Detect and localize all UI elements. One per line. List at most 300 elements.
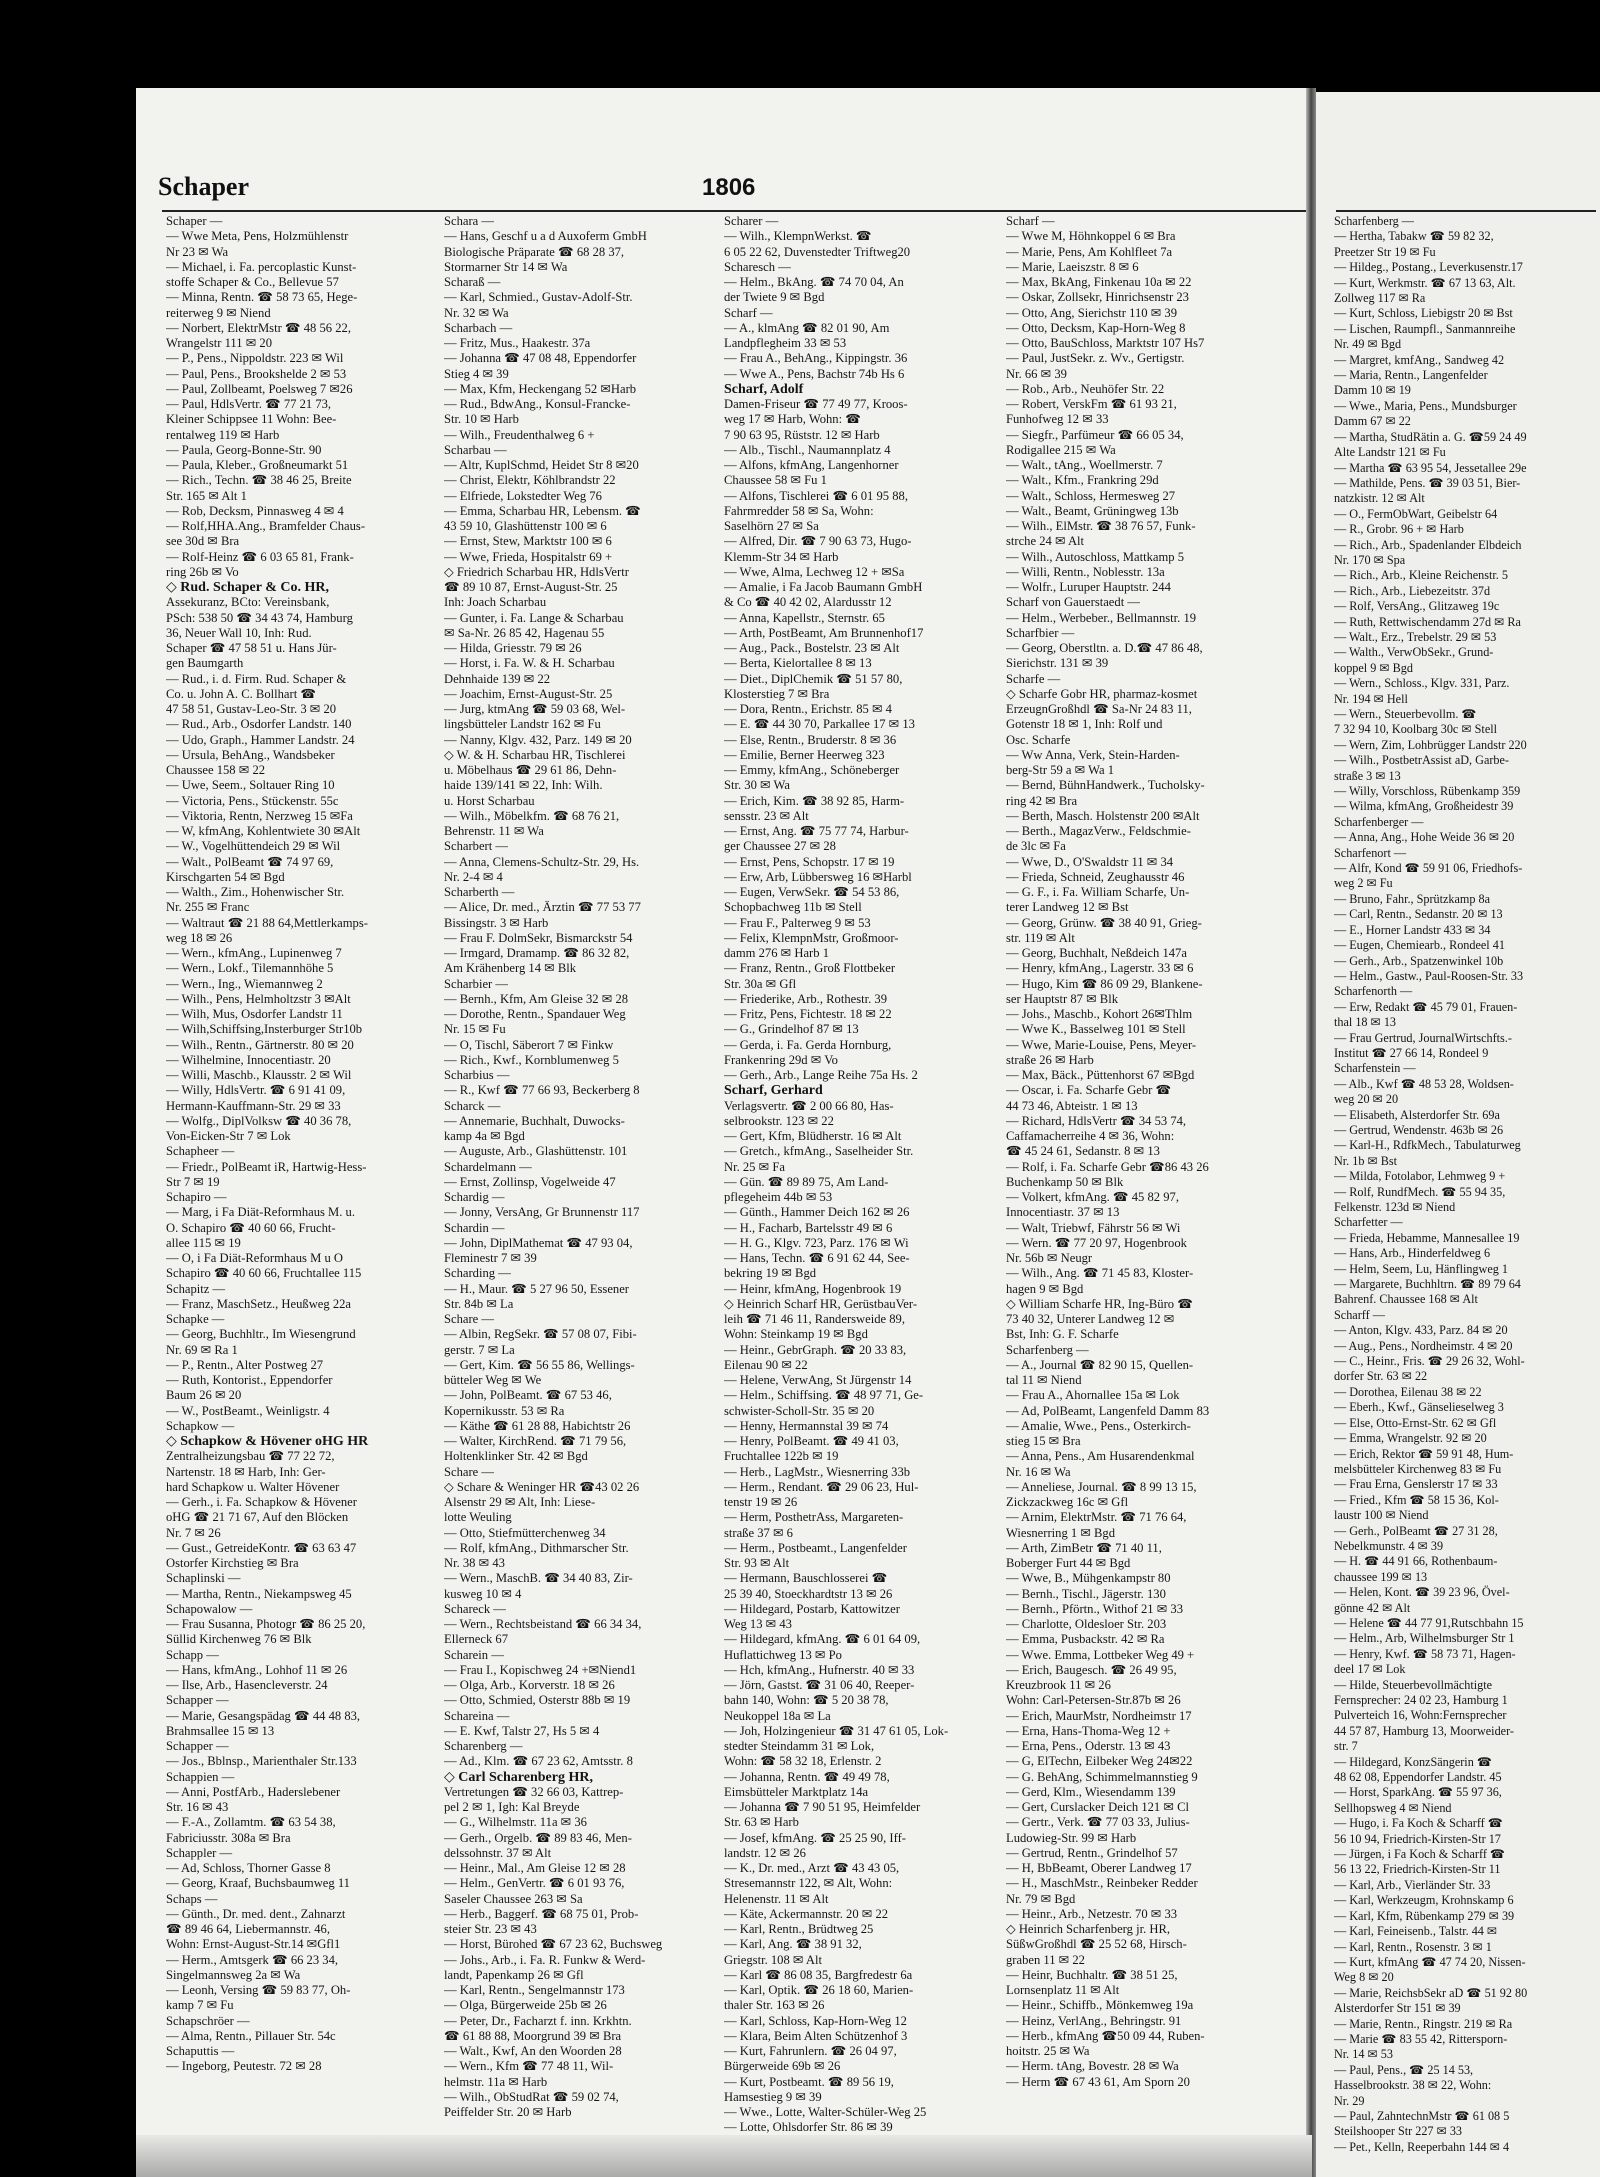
directory-entry: — Walth., VerwObSekr., Grund- — [1334, 645, 1494, 660]
directory-entry: Hasselbrookstr. 38 ✉ 22, Wohn: — [1334, 2078, 1492, 2093]
directory-entry: — Heinr., Mal., Am Gleise 12 ✉ 28 — [444, 1861, 626, 1875]
directory-entry: — Norbert, ElektrMstr ☎ 48 56 22, — [166, 320, 351, 335]
directory-entry: Chaussee 58 ✉ Fu 1 — [724, 473, 827, 488]
directory-entry: Fernsprecher: 24 02 23, Hamburg 1 — [1334, 1693, 1508, 1707]
directory-entry: Fruchtallee 122b ✉ 19 — [724, 1449, 839, 1464]
directory-entry: — Georg, Buchhltr., Im Wiesengrund — [166, 1327, 356, 1342]
directory-entry: — Wilh, Mus, Osdorfer Landstr 11 — [166, 1007, 343, 1021]
directory-entry: — Walt, Triebwf, Fährstr 56 ✉ Wi — [1006, 1220, 1181, 1235]
directory-entry: — Anton, Klgv. 433, Parz. 84 ✉ 20 — [1334, 1323, 1508, 1338]
directory-entry: — Georg, Oberstltn. a. D.☎ 47 86 48, — [1006, 641, 1203, 655]
directory-entry: Scharbach — — [444, 320, 513, 335]
directory-entry: Nr. 170 ✉ Spa — [1334, 552, 1406, 567]
directory-entry: — Wern., Kfm ☎ 77 48 11, Wil- — [444, 2059, 614, 2074]
directory-entry: Scharaß — — [444, 275, 501, 289]
directory-entry: — Herm., Amtsgerk ☎ 66 23 34, — [166, 1952, 339, 1967]
directory-entry: — Klara, Beim Alten Schützenhof 3 — [724, 2028, 908, 2043]
directory-entry: — A., Journal ☎ 82 90 15, Quellen- — [1006, 1357, 1194, 1372]
directory-entry: — Marie, ReichsbSekr aD ☎ 51 92 80 — [1334, 1985, 1528, 2000]
directory-entry: Klosterstieg 7 ✉ Bra — [724, 686, 830, 701]
directory-entry: — Günth., Dr. med. dent., Zahnarzt — [166, 1906, 346, 1921]
directory-entry: — Wern., Ing., Wiemannweg 2 — [166, 976, 323, 991]
directory-entry: — Herm., Postbeamt., Langenfelder — [724, 1540, 907, 1555]
directory-entry: — Wilh., PostbetrAssist aD, Garbe- — [1334, 753, 1509, 768]
directory-entry: — Paul, Pens., Brookshelde 2 ✉ 53 — [166, 366, 347, 381]
directory-entry: — Horst, i. Fa. W. & H. Scharbau — [444, 656, 615, 671]
directory-entry: — Wern. ☎ 77 20 97, Hogenbrook — [1006, 1235, 1187, 1250]
directory-entry: — Johanna ☎ 47 08 48, Eppendorfer — [444, 351, 637, 366]
directory-entry: Stresemannstr 122, ✉ Alt, Wohn: — [724, 1876, 893, 1891]
directory-entry: ◇ Schapkow & Hövener oHG HR — [166, 1434, 369, 1449]
directory-entry: — Friedr., PolBeamt iR, Hartwig-Hess- — [166, 1159, 367, 1174]
directory-entry: Steilshooper Str 227 ✉ 33 — [1334, 2124, 1463, 2139]
directory-entry: — Olga, Bürgerweide 25b ✉ 26 — [444, 1998, 607, 2013]
directory-entry: — Paul, JustSekr. z. Wv., Gertigstr. — [1006, 351, 1185, 366]
directory-entry: Nebelkmunstr. 4 ✉ 39 — [1334, 1538, 1444, 1553]
directory-entry: — Heinr., Schiffb., Mönkemweg 19a — [1006, 1998, 1194, 2013]
directory-entry: weg 20 ✉ 20 — [1334, 1092, 1399, 1107]
directory-entry: — Arnim, ElektrMstr. ☎ 71 76 64, — [1006, 1510, 1187, 1525]
column-3 — [724, 214, 1002, 2136]
directory-entry: — Kurt, Schloss, Liebigstr 20 ✉ Bst — [1334, 306, 1513, 321]
directory-entry: — Rich., Arb., Liebezeitstr. 37d — [1334, 583, 1491, 598]
directory-entry: helmstr. 11a ✉ Harb — [444, 2074, 548, 2089]
directory-entry: SüßwGroßhdl ☎ 25 52 68, Hirsch- — [1006, 1937, 1187, 1952]
directory-entry: Scharenberg — — [444, 1739, 523, 1753]
column-4 — [1006, 214, 1300, 2090]
directory-entry: Kopernikusstr. 53 ✉ Ra — [444, 1403, 565, 1418]
directory-entry: Huflattichweg 13 ✉ Po — [724, 1647, 842, 1662]
directory-entry: — Henry, Kwf. ☎ 58 73 71, Hagen- — [1334, 1646, 1516, 1661]
directory-entry: — Wern., Schloss., Klgv. 331, Parz. — [1334, 676, 1510, 691]
directory-entry: ☎ 89 46 64, Liebermannstr. 46, — [166, 1922, 330, 1936]
directory-entry: Nr. 38 ✉ 43 — [444, 1556, 505, 1570]
directory-entry: Schapiro ☎ 40 60 66, Fruchtallee 115 — [166, 1266, 362, 1281]
directory-entry: ◇ Carl Scharenberg HR, — [444, 1769, 593, 1785]
directory-entry: — Anna, Kapellstr., Sternstr. 65 — [724, 610, 885, 625]
directory-entry: — Helm., Werbeber., Bellmannstr. 19 — [1006, 610, 1197, 625]
directory-entry: — Wwe, D., O'Swaldstr 11 ✉ 34 — [1006, 854, 1174, 869]
directory-entry: — H., MaschMstr., Reinbeker Redder — [1006, 1876, 1198, 1891]
directory-entry: — G., Wilhelmstr. 11a ✉ 36 — [444, 1815, 587, 1830]
directory-entry: — Wwe. Emma, Lottbeker Weg 49 + — [1006, 1647, 1195, 1662]
directory-entry: Caffamacherreihe 4 ✉ 36, Wohn: — [1006, 1129, 1175, 1143]
directory-entry: Singelmannsweg 2a ✉ Wa — [166, 1967, 301, 1982]
directory-entry: Wohn: Steinkamp 19 ✉ Bgd — [724, 1327, 868, 1342]
directory-entry: sensstr. 23 ✉ Alt — [724, 808, 809, 823]
directory-entry: ◇ Heinrich Scharfenberg jr. HR, — [1006, 1922, 1171, 1936]
directory-entry: — Kurt, Werkmstr. ☎ 67 13 63, Alt. — [1334, 275, 1516, 290]
directory-entry: — Annemarie, Buchhalt, Duwocks- — [444, 1113, 625, 1128]
directory-entry: reiterweg 9 ✉ Niend — [166, 305, 271, 320]
directory-entry: — O, Tischl, Säberort 7 ✉ Finkw — [444, 1037, 614, 1052]
directory-entry: — Wwe Meta, Pens, Holzmühlenstr — [166, 229, 349, 244]
directory-entry: — Frau I., Kopischweg 24 +✉Niend1 — [444, 1662, 637, 1677]
column-2 — [444, 214, 722, 2120]
directory-entry: — Frieda, Schneid, Zeughausstr 46 — [1006, 869, 1185, 884]
directory-entry: Str. 93 ✉ Alt — [724, 1556, 790, 1570]
directory-entry: Schaps — — [166, 1891, 218, 1906]
directory-entry: Kirschgarten 54 ✉ Bgd — [166, 869, 285, 884]
directory-entry: — Elfriede, Lokstedter Weg 76 — [444, 488, 602, 503]
directory-entry: see 30d ✉ Bra — [166, 534, 240, 549]
directory-entry: 7 90 63 95, Rüststr. 12 ✉ Harb — [724, 427, 880, 442]
directory-entry: Neukoppel 18a ✉ La — [724, 1708, 831, 1723]
directory-entry: — Irmgard, Dramamp. ☎ 86 32 82, — [444, 946, 630, 960]
directory-entry: — Rud., Arb., Osdorfer Landstr. 140 — [166, 717, 352, 732]
directory-entry: — Wilma, kfmAng, Großheidestr 39 — [1334, 799, 1514, 814]
directory-entry: — Wwe, Marie-Louise, Pens, Meyer- — [1006, 1037, 1197, 1052]
directory-entry: Scharf von Gauerstaedt — — [1006, 595, 1140, 610]
directory-entry: — Jonny, VersAng, Gr Brunnenstr 117 — [444, 1205, 640, 1220]
directory-entry: — Max, BkAng, Finkenau 10a ✉ 22 — [1006, 275, 1192, 289]
directory-entry: — Arth, PostBeamt, Am Brunnenhof17 — [724, 625, 924, 640]
directory-entry: — Herm., Rendant. ☎ 29 06 23, Hul- — [724, 1479, 919, 1494]
directory-entry: — Hilda, Griesstr. 79 ✉ 26 — [444, 641, 582, 655]
directory-entry: — Margret, kmfAng., Sandweg 42 — [1334, 352, 1505, 367]
directory-entry: pel 2 ✉ 1, Igh: Kal Breyde — [444, 1800, 580, 1814]
directory-entry: — Dorothea, Eilenau 38 ✉ 22 — [1334, 1384, 1482, 1399]
directory-entry: — Rolf, i. Fa. Scharfe Gebr ☎86 43 26 — [1006, 1159, 1209, 1174]
directory-entry: Scharfenorth — — [1334, 984, 1413, 999]
directory-entry: Schareina — — [444, 1708, 510, 1723]
directory-entry: — Jurg, ktmAng ☎ 59 03 68, Wel- — [444, 702, 626, 716]
directory-entry: — Gerh., Arb., Spatzenwinkel 10b — [1334, 953, 1504, 968]
directory-entry: leih ☎ 71 46 11, Randersweide 89, — [724, 1312, 906, 1326]
directory-entry: — Helene, VerwAng, St Jürgenstr 14 — [724, 1373, 912, 1387]
directory-entry: Schappien — — [166, 1769, 235, 1784]
directory-entry: — Rich., Arb., Spadenlander Elbdeich — [1334, 537, 1522, 552]
directory-entry: — Margarete, Buchhltrn. ☎ 89 79 64 — [1334, 1277, 1521, 1292]
directory-entry: — Anna, Ang., Hohe Weide 36 ✉ 20 — [1334, 830, 1515, 845]
directory-entry: Scharbert — — [444, 839, 508, 854]
directory-entry: Schaper — — [166, 214, 223, 228]
directory-entry: Biologische Präparate ☎ 68 28 37, — [444, 244, 625, 259]
directory-entry: — Walt., Beamt, Grüningweg 13b — [1006, 503, 1179, 518]
directory-entry: — Karl, Werkzeugm, Krohnskamp 6 — [1334, 1893, 1514, 1908]
directory-entry: tal 11 ✉ Niend — [1006, 1373, 1082, 1387]
directory-entry: Scharbier — — [444, 976, 508, 991]
directory-entry: — Lotte, Ohlsdorfer Str. 86 ✉ 39 — [724, 2120, 893, 2135]
directory-entry: Damm 67 ✉ 22 — [1334, 414, 1411, 429]
directory-entry: — Gertrud, Wendenstr. 463b ✉ 26 — [1334, 1122, 1504, 1137]
directory-entry: Scharff — — [1334, 1307, 1385, 1322]
directory-entry: — Erich, MaurMstr, Nordheimstr 17 — [1006, 1708, 1192, 1723]
directory-entry: ring 42 ✉ Bra — [1006, 793, 1078, 808]
directory-entry: Scharberth — — [444, 885, 515, 899]
directory-entry: — Lischen, Raumpfl., Sanmannreihe — [1334, 321, 1516, 336]
directory-entry: — Frau Gertrud, JournalWirtschfts.- — [1334, 1030, 1512, 1045]
directory-entry: stieg 15 ✉ Bra — [1006, 1434, 1081, 1448]
directory-entry: — Alfr, Kond ☎ 59 91 06, Friedhofs- — [1334, 861, 1523, 876]
directory-entry: — H. G., Klgv. 723, Parz. 176 ✉ Wi — [724, 1235, 909, 1250]
directory-entry: — Bruno, Fahr., Sprützkamp 8a — [1334, 891, 1491, 906]
directory-entry: — Robert, VerskFm ☎ 61 93 21, — [1006, 397, 1177, 411]
directory-entry: — Gert, Kfm, Blüdherstr. 16 ✉ Alt — [724, 1129, 902, 1143]
directory-entry: — Max, Bäck., Püttenhorst 67 ✉Bgd — [1006, 1068, 1195, 1082]
directory-entry: Scharfenberg — — [1006, 1342, 1089, 1357]
directory-entry: — Wilh,Schiffsing,Insterburger Str10b — [166, 1022, 363, 1037]
directory-entry: — Martha ☎ 63 95 54, Jessetallee 29e — [1334, 460, 1527, 475]
directory-entry: — Maria, Rentn., Langenfelder — [1334, 368, 1488, 383]
directory-entry: — Heinz, VerlAng., Behringstr. 91 — [1006, 2013, 1182, 2028]
directory-entry: Baum 26 ✉ 20 — [166, 1388, 242, 1403]
directory-entry: Hermann-Kauffmann-Str. 29 ✉ 33 — [166, 1098, 341, 1113]
directory-entry: — Erich, Rektor ☎ 59 91 48, Hum- — [1334, 1446, 1514, 1461]
directory-entry: — Emilie, Berner Heerweg 323 — [724, 747, 885, 762]
directory-entry: — Karl, Feineisenb., Talstr. 44 ✉ — [1334, 1924, 1498, 1939]
directory-entry: — E., Horner Landstr 433 ✉ 34 — [1334, 922, 1491, 937]
directory-entry: u. Horst Scharbau — [444, 793, 535, 808]
directory-entry: — Anna, Clemens-Schultz-Str. 29, Hs. — [444, 854, 640, 869]
directory-entry: Weg 8 ✉ 20 — [1334, 1970, 1394, 1985]
directory-entry: Nr. 56b ✉ Neugr — [1006, 1251, 1093, 1265]
directory-entry: — Emma, Pusbackstr. 42 ✉ Ra — [1006, 1632, 1165, 1647]
directory-entry: Scharf — — [724, 305, 773, 320]
directory-entry: — A., klmAng ☎ 82 01 90, Am — [724, 320, 890, 335]
directory-entry: ◇ W. & H. Scharbau HR, Tischlerei — [444, 747, 626, 762]
directory-entry: Holtenklinker Str. 42 ✉ Bgd — [444, 1449, 588, 1464]
directory-entry: Landpflegheim 33 ✉ 53 — [724, 336, 847, 350]
directory-entry: — Johs., Maschb., Kohort 26✉Thlm — [1006, 1007, 1193, 1021]
directory-entry: Scharf, Adolf — [724, 381, 804, 397]
directory-entry: Scharck — — [444, 1098, 501, 1113]
directory-entry: — Erna, Hans-Thoma-Weg 12 + — [1006, 1723, 1171, 1738]
directory-entry: — Rich., Techn. ☎ 38 46 25, Breite — [166, 473, 352, 488]
directory-entry: — Kurt, Fahrunlern. ☎ 26 04 97, — [724, 2044, 897, 2058]
directory-entry: — F.-A., Zollamtm. ☎ 63 54 38, — [166, 1815, 336, 1830]
directory-entry: — Paul, HdlsVertr. ☎ 77 21 73, — [166, 397, 332, 411]
directory-entry: Bahrenf. Chaussee 168 ✉ Alt — [1334, 1292, 1478, 1307]
directory-entry: — Emmy, kfmAng., Schöneberger — [724, 763, 900, 777]
directory-entry: — Leonh, Versing ☎ 59 83 77, Oh- — [166, 1983, 351, 1997]
directory-entry: gönne 42 ✉ Alt — [1334, 1600, 1411, 1615]
directory-entry: Pulverteich 16, Wohn:Fernsprecher — [1334, 1708, 1507, 1723]
directory-entry: — Gerd, Klm., Wiesendamm 139 — [1006, 1784, 1176, 1799]
directory-entry: ErzeugnGroßhdl ☎ Sa-Nr 24 83 11, — [1006, 702, 1192, 716]
directory-entry: — Wwe, B., Mühgenkampstr 80 — [1006, 1571, 1171, 1586]
directory-entry: — Herb., LagMstr., Wiesnerring 33b — [724, 1464, 911, 1479]
directory-entry: straße 3 ✉ 13 — [1334, 768, 1401, 783]
directory-entry: kamp 7 ✉ Fu — [166, 1998, 234, 2013]
directory-entry: — Bernh., Tischl., Jägerstr. 130 — [1006, 1586, 1166, 1601]
directory-entry: Inh: Joach Scharbau — [444, 595, 547, 610]
directory-entry: der Twiete 9 ✉ Bgd — [724, 290, 825, 305]
directory-entry: bekring 19 ✉ Bgd — [724, 1266, 817, 1281]
directory-entry: — H. ☎ 44 91 66, Rothenbaum- — [1334, 1554, 1498, 1569]
directory-entry: — Walter, KirchRend. ☎ 71 79 56, — [444, 1434, 627, 1448]
directory-entry: — Rob, Decksm, Pinnasweg 4 ✉ 4 — [166, 503, 344, 518]
directory-entry: Damen-Friseur ☎ 77 49 77, Kroos- — [724, 397, 908, 411]
directory-entry: Schaplinski — — [166, 1571, 241, 1586]
directory-entry: — Rolf-Heinz ☎ 6 03 65 81, Frank- — [166, 549, 354, 564]
directory-entry: str. 119 ✉ Alt — [1006, 930, 1075, 945]
directory-entry: Schara — — [444, 214, 495, 228]
directory-entry: — Alma, Rentn., Pillauer Str. 54c — [166, 2028, 336, 2043]
directory-entry: — Carl, Rentn., Sedanstr. 20 ✉ 13 — [1334, 907, 1503, 922]
directory-entry: — Wilh., Ang. ☎ 71 45 83, Kloster- — [1006, 1266, 1194, 1281]
directory-entry: Nr 23 ✉ Wa — [166, 244, 229, 259]
directory-entry: — Oskar, Zollsekr, Hinrichsenstr 23 — [1006, 290, 1189, 305]
directory-entry: — Wilh., KlempnWerkst. ☎ — [724, 229, 872, 244]
directory-entry: — Wwe., Lotte, Walter-Schüler-Weg 25 — [724, 2105, 927, 2119]
directory-entry: gerstr. 7 ✉ La — [444, 1342, 515, 1357]
directory-entry: Alsenstr 29 ✉ Alt, Inh: Liese- — [444, 1495, 596, 1509]
directory-entry: Zickzackweg 16c ✉ Gfl — [1006, 1495, 1129, 1509]
directory-entry: Schare — — [444, 1464, 495, 1479]
directory-entry: Stieg 4 ✉ 39 — [444, 366, 509, 381]
directory-entry: — G., Grindelhof 87 ✉ 13 — [724, 1022, 859, 1037]
directory-entry: — Alfred, Dir. ☎ 7 90 63 73, Hugo- — [724, 534, 912, 549]
directory-entry: Str. 63 ✉ Harb — [724, 1815, 799, 1830]
directory-entry: — Peter, Dr., Facharzt f. inn. Krkhtn. — [444, 2013, 632, 2028]
directory-entry: — Walt., Schloss, Hermesweg 27 — [1006, 488, 1176, 503]
directory-entry: Nr. 79 ✉ Bgd — [1006, 1891, 1076, 1906]
directory-entry: — Georg, Kraaf, Buchsbaumweg 11 — [166, 1876, 350, 1891]
directory-entry: Zollweg 117 ✉ Ra — [1334, 291, 1426, 306]
directory-entry: — Emma, Scharbau HR, Lebensm. ☎ — [444, 503, 641, 518]
directory-entry: — Marie, Pens, Am Kohlfleet 7a — [1006, 244, 1173, 259]
directory-entry: — Wolfg., DiplVolksw ☎ 40 36 78, — [166, 1113, 352, 1128]
directory-entry: ger Chaussee 27 ✉ 28 — [724, 839, 836, 854]
directory-entry: Nr. 69 ✉ Ra 1 — [166, 1342, 238, 1357]
directory-entry: Süllid Kirchenweg 76 ✉ Blk — [166, 1632, 312, 1647]
directory-entry: Schapkow — — [166, 1418, 235, 1433]
directory-entry: — Alice, Dr. med., Ärztin ☎ 77 53 77 — [444, 900, 641, 915]
directory-entry: — Wilh., Autoschloss, Mattkamp 5 — [1006, 549, 1185, 564]
directory-entry: 47 58 51, Gustav-Leo-Str. 3 ✉ 20 — [166, 702, 337, 716]
directory-entry: — Karl, Schmied., Gustav-Adolf-Str. — [444, 290, 633, 305]
directory-entry: — Olga, Arb., Korverstr. 18 ✉ 26 — [444, 1678, 615, 1692]
directory-entry: Scharein — — [444, 1647, 504, 1662]
directory-entry: Schardig — — [444, 1190, 505, 1204]
directory-entry: Scharf, Gerhard — [724, 1083, 823, 1099]
directory-entry: Str. 165 ✉ Alt 1 — [166, 488, 247, 503]
directory-entry: Saseler Chaussee 263 ✉ Sa — [444, 1891, 583, 1906]
directory-entry: hagen 9 ✉ Bgd — [1006, 1281, 1084, 1296]
directory-entry: strche 24 ✉ Alt — [1006, 534, 1085, 549]
directory-entry: — Frieda, Hebamme, Mannesallee 19 — [1334, 1230, 1520, 1245]
directory-entry: — Frau A., BehAng., Kippingstr. 36 — [724, 351, 908, 366]
directory-entry: Nr. 49 ✉ Bgd — [1334, 337, 1402, 352]
directory-entry: Str. 30 ✉ Wa — [724, 778, 790, 793]
directory-entry: Alte Landstr 121 ✉ Fu — [1334, 445, 1446, 460]
directory-entry: — P., Pens., Nippoldstr. 223 ✉ Wil — [166, 351, 344, 366]
directory-entry: — Arth, ZimBetr ☎ 71 40 11, — [1006, 1540, 1162, 1555]
book-gutter — [1306, 88, 1316, 2177]
directory-entry: — Volkert, kfmAng. ☎ 45 82 97, — [1006, 1190, 1179, 1204]
directory-entry: Wohn: Ernst-August-Str.14 ✉Gfl1 — [166, 1937, 341, 1952]
directory-entry: — Karl, Kfm, Rübenkamp 279 ✉ 39 — [1334, 1908, 1515, 1923]
directory-entry: kusweg 10 ✉ 4 — [444, 1586, 522, 1601]
directory-entry: — Georg, Buchhalt, Neßdeich 147a — [1006, 946, 1187, 960]
directory-entry: dorfer Str. 63 ✉ 22 — [1334, 1369, 1428, 1384]
directory-entry: Saselhörn 27 ✉ Sa — [724, 519, 819, 533]
directory-entry: — Gust., GetreideKontr. ☎ 63 63 47 — [166, 1540, 357, 1555]
directory-entry: 44 73 46, Abteistr. 1 ✉ 13 — [1006, 1098, 1138, 1113]
facing-header-rule — [1336, 210, 1596, 212]
directory-entry: Scharfenort — — [1334, 845, 1407, 860]
directory-entry: Damm 10 ✉ 19 — [1334, 383, 1411, 398]
column-1 — [166, 214, 444, 2075]
directory-entry: damm 276 ✉ Harb 1 — [724, 946, 829, 960]
directory-entry: — Wern., Lokf., Tilemannhöhe 5 — [166, 961, 334, 976]
directory-entry: — Michael, i. Fa. percoplastic Kunst- — [166, 259, 357, 274]
directory-entry: — Henny, Hermannstal 39 ✉ 74 — [724, 1418, 889, 1433]
directory-entry: — Wilhelmine, Innocentiastr. 20 — [166, 1052, 331, 1067]
directory-entry: — W., PostBeamt., Weinligstr. 4 — [166, 1403, 330, 1418]
directory-entry: Scharding — — [444, 1266, 511, 1281]
directory-entry: Fahrmredder 58 ✉ Sa, Wohn: — [724, 503, 874, 518]
directory-entry: lotte Weuling — [444, 1510, 512, 1525]
directory-entry: — Viktoria, Rentn, Nerzweg 15 ✉Fa — [166, 808, 353, 823]
directory-entry: ◇ Heinrich Scharf HR, GerüstbauVer- — [724, 1296, 918, 1311]
directory-entry: Schapke — — [166, 1312, 225, 1326]
directory-entry: Nr. 29 — [1334, 2093, 1365, 2108]
directory-entry: — Alfons, Tischlerei ☎ 6 01 95 88, — [724, 488, 908, 503]
directory-entry: Frankenring 29d ✉ Vo — [724, 1052, 838, 1067]
directory-entry: — Ernst, Ang. ☎ 75 77 74, Harbur- — [724, 824, 909, 838]
directory-entry: — Marie ☎ 83 55 42, Rittersporn- — [1334, 2031, 1508, 2046]
directory-entry: — Gunter, i. Fa. Lange & Scharbau — [444, 610, 624, 625]
directory-entry: — Karl, Rentn., Sengelmannstr 173 — [444, 1983, 625, 1997]
directory-entry: — Eugen, Chemiearb., Rondeel 41 — [1334, 938, 1505, 953]
directory-entry: — Gerh., i. Fa. Schapkow & Hövener — [166, 1495, 357, 1509]
directory-entry: — Berth, Masch. Holstenstr 200 ✉Alt — [1006, 808, 1200, 823]
directory-entry: — Bernd, BühnHandwerk., Tucholsky- — [1006, 778, 1205, 793]
directory-entry: — Rud., BdwAng., Konsul-Francke- — [444, 397, 631, 411]
directory-entry: — Wwe M, Höhnkoppel 6 ✉ Bra — [1006, 229, 1176, 244]
directory-entry: — Wilh., ElMstr. ☎ 38 76 57, Funk- — [1006, 519, 1196, 533]
directory-entry: landt, Papenkamp 26 ✉ Gfl — [444, 1967, 584, 1982]
directory-entry: Osc. Scharfe — [1006, 732, 1071, 747]
directory-entry: Schapheer — — [166, 1144, 235, 1159]
directory-entry: — Berta, Kielortallee 8 ✉ 13 — [724, 656, 872, 671]
directory-entry: Schapp — — [166, 1647, 219, 1662]
directory-entry: — Helene ☎ 44 77 91,Rutschbahn 15 — [1334, 1615, 1524, 1630]
directory-entry: Scharfbier — — [1006, 625, 1075, 640]
directory-entry: — Paul, ZahntechnMstr ☎ 61 08 5 — [1334, 2108, 1510, 2123]
directory-entry: — Walth., Zim., Hohenwischer Str. — [166, 885, 345, 899]
directory-entry: straße 26 ✉ Harb — [1006, 1052, 1094, 1067]
page-header — [158, 172, 1298, 210]
directory-entry: — Udo, Graph., Hammer Landstr. 24 — [166, 732, 355, 747]
directory-entry: — O., FermObWart, Geibelstr 64 — [1334, 506, 1498, 521]
directory-entry: — H, BbBeamt, Oberer Landweg 17 — [1006, 1861, 1192, 1875]
directory-entry: — Franz, MaschSetz., Heußweg 22a — [166, 1296, 352, 1311]
directory-entry: — Gün. ☎ 89 89 75, Am Land- — [724, 1174, 889, 1189]
directory-entry: — Helm., Schiffsing. ☎ 48 97 71, Ge- — [724, 1388, 924, 1403]
directory-entry: — Walt., Kwf, An den Woorden 28 — [444, 2044, 622, 2058]
directory-entry: Str 7 ✉ 19 — [166, 1174, 220, 1189]
directory-entry: — Henry, kfmAng., Lagerstr. 33 ✉ 6 — [1006, 961, 1194, 976]
directory-entry: ◇ Rud. Schaper & Co. HR, — [166, 580, 329, 595]
directory-entry: — Ernst, Stew, Marktstr 100 ✉ 6 — [444, 534, 612, 549]
directory-entry: — Bernh., Pförtn., Withof 21 ✉ 33 — [1006, 1601, 1184, 1616]
directory-entry: — Bernh., Kfm, Am Gleise 32 ✉ 28 — [444, 991, 629, 1006]
directory-entry: — Ad, Schloss, Thorner Gasse 8 — [166, 1861, 331, 1875]
directory-entry: Preetzer Str 19 ✉ Fu — [1334, 244, 1436, 259]
directory-entry: — Minna, Rentn. ☎ 58 73 65, Hege- — [166, 290, 358, 305]
directory-entry: hoitstr. 25 ✉ Wa — [1006, 2044, 1090, 2058]
directory-entry: — Gretch., kfmAng., Saselheider Str. — [724, 1144, 914, 1159]
directory-entry: — Helm., Arb, Wilhelmsburger Str 1 — [1334, 1631, 1515, 1646]
directory-entry: — Siegfr., Parfümeur ☎ 66 05 34, — [1006, 427, 1184, 442]
directory-entry: Ostorfer Kirchstieg ✉ Bra — [166, 1556, 299, 1570]
directory-entry: — Marie, Laeiszstr. 8 ✉ 6 — [1006, 259, 1139, 274]
directory-entry: — Ursula, BehAng., Wandsbeker — [166, 747, 335, 762]
directory-entry: Ellerneck 67 — [444, 1632, 508, 1647]
